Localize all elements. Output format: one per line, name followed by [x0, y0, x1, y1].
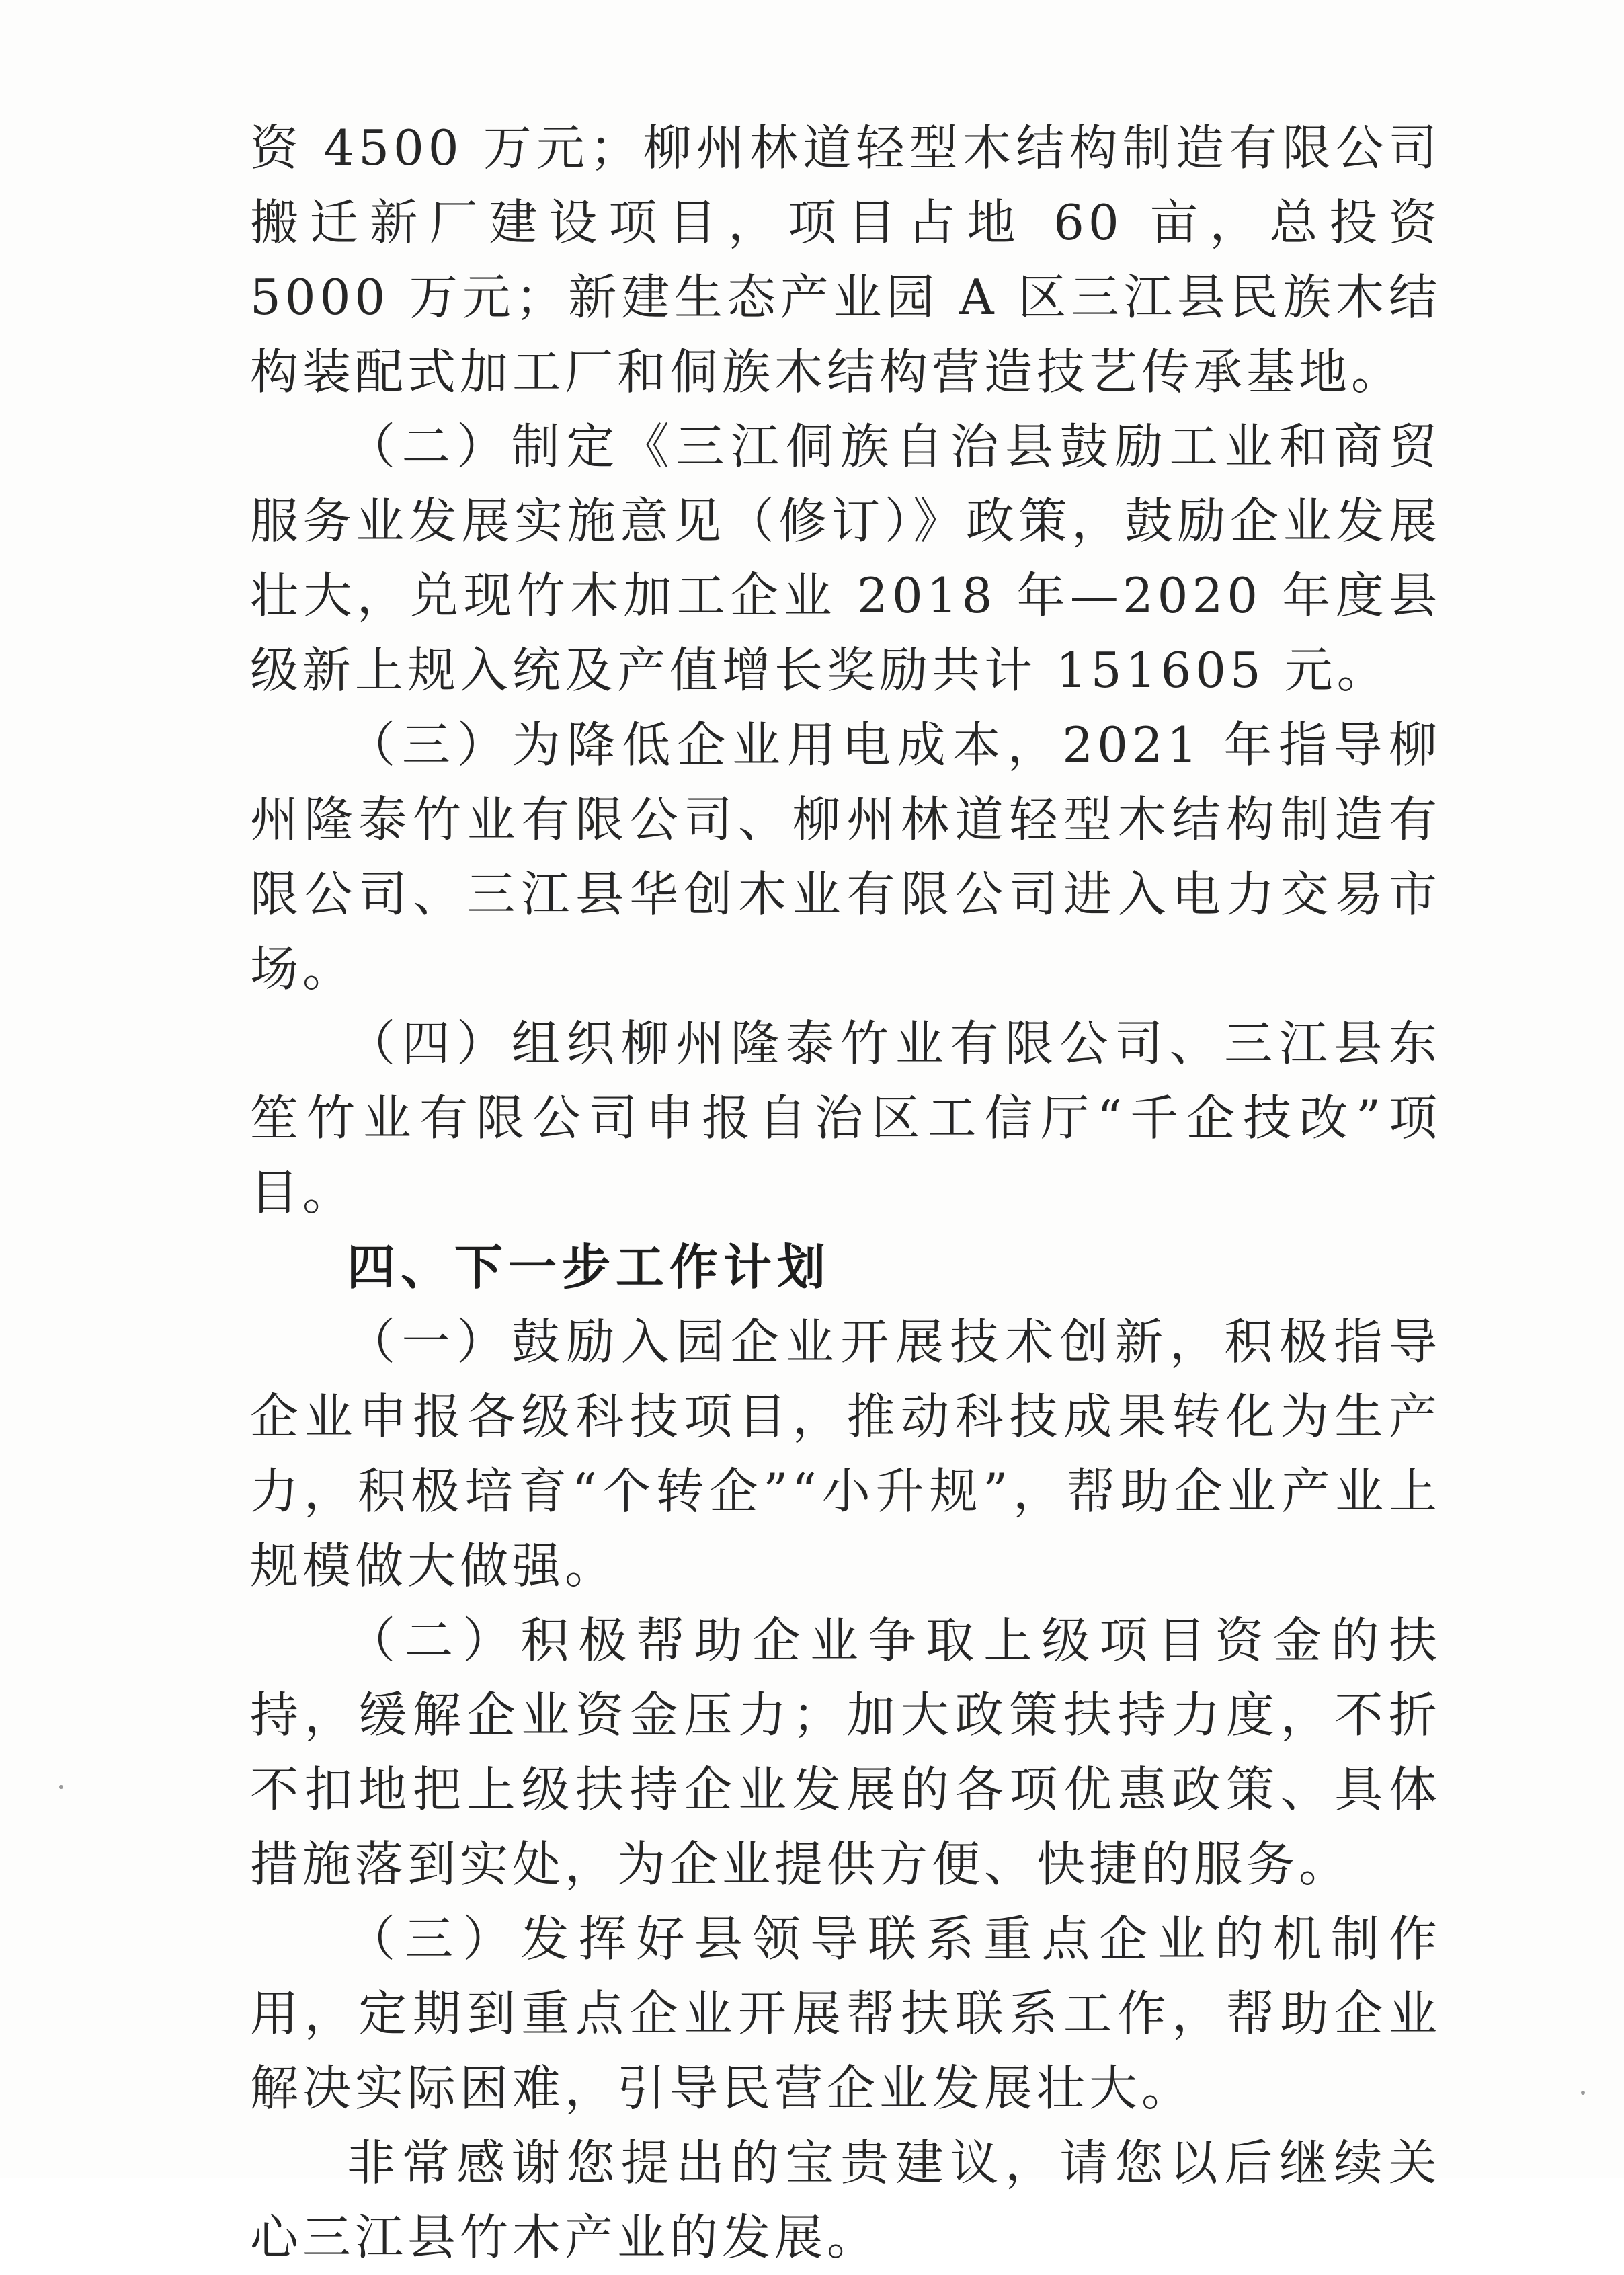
scan-speck	[59, 1785, 63, 1789]
paragraph-measure-3: （三）为降低企业用电成本，2021 年指导柳州隆泰竹业有限公司、柳州林道轻型木结构制造有限公司、三江县华创木业有限公司进入电力交易市场。	[250, 717, 1441, 997]
paragraph-closing: 非常感谢您提出的宝贵建议，请您以后继续关心三江县竹木产业的发展。	[250, 2134, 1441, 2266]
paragraph-measure-4: （四）组织柳州隆泰竹业有限公司、三江县东笙竹业有限公司申报自治区工信厅“千企技改”项目。	[250, 1015, 1441, 1221]
paragraph-plan-3: （三）发挥好县领导联系重点企业的机制作用，定期到重点企业开展帮扶联系工作，帮助企业解决实际困难，引导民营企业发展壮大。	[250, 1911, 1441, 2116]
paragraph-plan-1: （一）鼓励入园企业开展技术创新，积极指导企业申报各级科技项目，推动科技成果转化为生产力，积极培育“个转企”“小升规”，帮助企业产业上规模做大做强。	[250, 1314, 1441, 1594]
paragraph-continuation: 资 4500 万元；柳州林道轻型木结构制造有限公司搬迁新厂建设项目，项目占地 60 亩，总投资 5000 万元；新建生态产业园 A 区三江县民族木结构装配式加工厂和侗族木结构营造技艺传承基地。	[250, 120, 1441, 400]
scan-speck	[1581, 2091, 1585, 2095]
document-body	[250, 111, 1441, 2275]
section-heading: 四、下一步工作计划	[347, 1239, 831, 1295]
paragraph-measure-2: （二）制定《三江侗族自治县鼓励工业和商贸服务业发展实施意见（修订）》政策，鼓励企业发展壮大，兑现竹木加工企业 2018 年—2020 年度县级新上规入统及产值增长奖励共计 151605 元。	[250, 418, 1441, 699]
paragraph-plan-2: （二）积极帮助企业争取上级项目资金的扶持，缓解企业资金压力；加大政策扶持力度，不折不扣地把上级扶持企业发展的各项优惠政策、具体措施落到实处，为企业提供方便、快捷的服务。	[250, 1612, 1441, 1892]
